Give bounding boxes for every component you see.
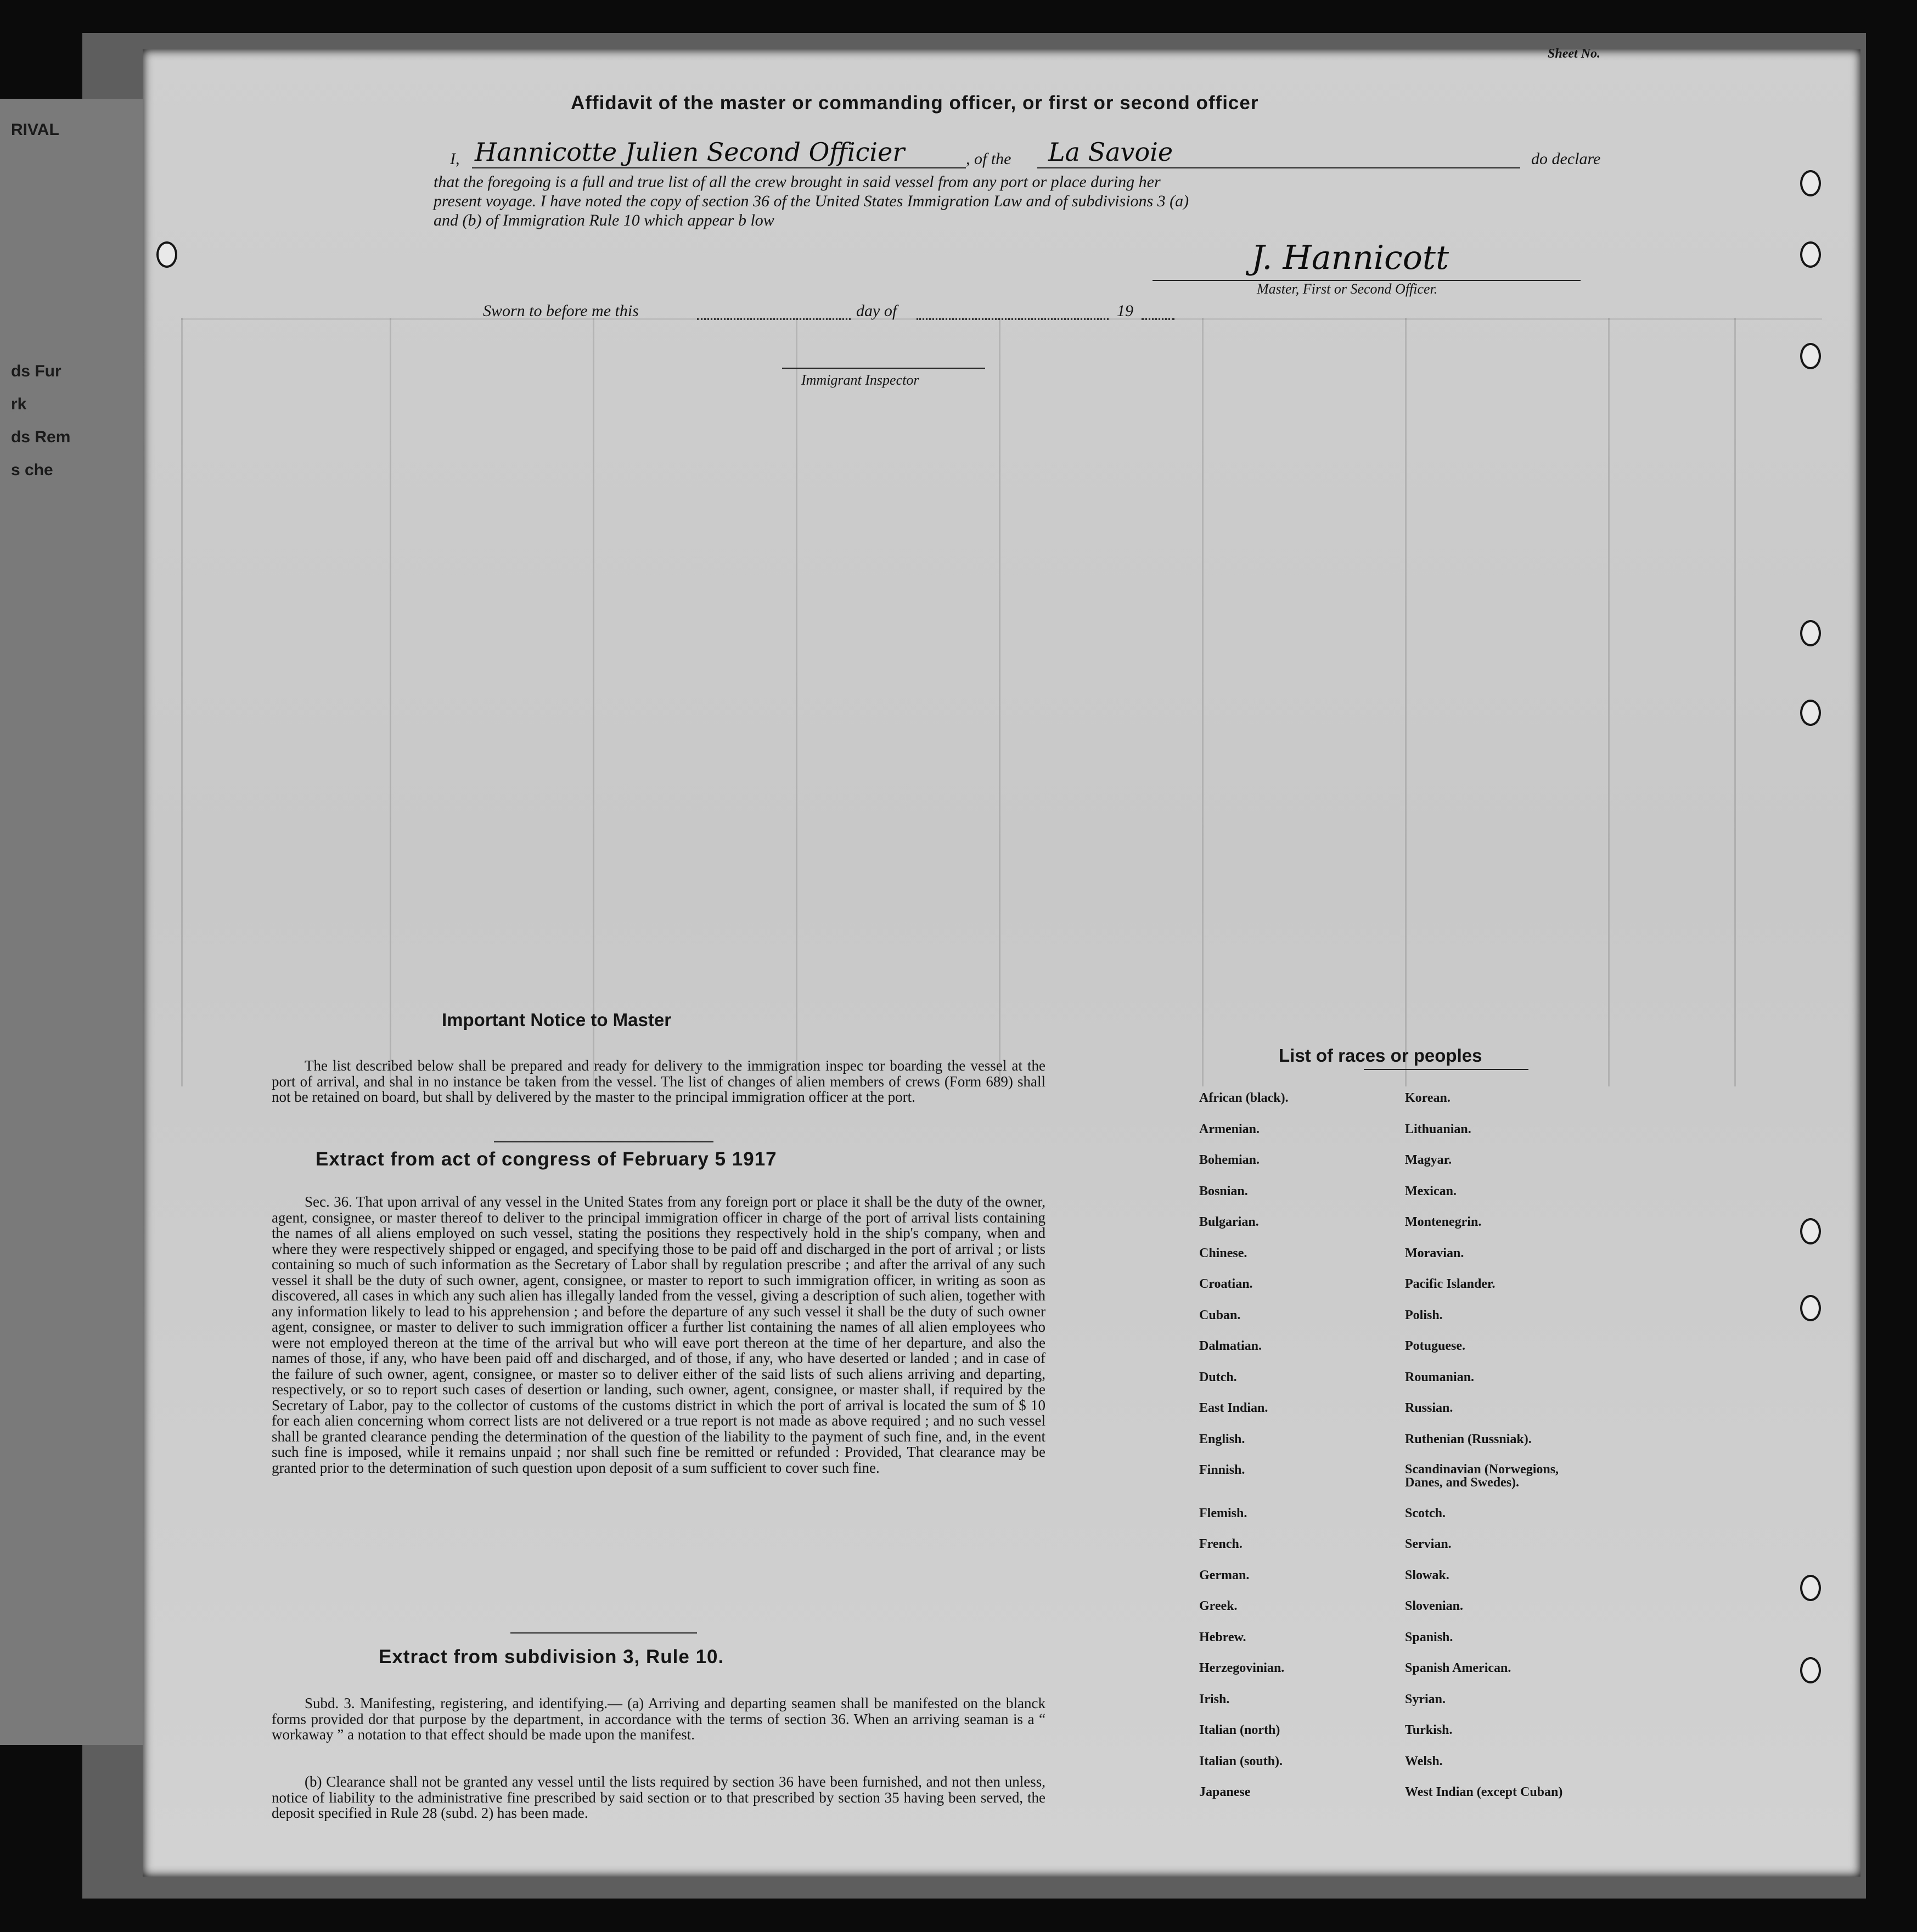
race-item: Pacific Islander. — [1405, 1277, 1496, 1291]
inspector-caption: Immigrant Inspector — [801, 372, 919, 388]
race-item: Syrian. — [1405, 1692, 1446, 1706]
extract-act-title: Extract from act of congress of February 5 1917 — [316, 1148, 777, 1170]
race-item: Moravian. — [1405, 1246, 1464, 1260]
race-item: Servian. — [1405, 1537, 1452, 1551]
race-item: Dutch. — [1199, 1370, 1237, 1384]
affidavit-title: Affidavit of the master or commanding officer, or first or second officer — [571, 92, 1259, 114]
manifest-page — [143, 49, 1860, 1877]
race-item: Magyar. — [1405, 1153, 1452, 1167]
bleed-grid-line — [390, 318, 391, 1086]
punch-hole — [1800, 1575, 1821, 1601]
race-item: Hebrew. — [1199, 1630, 1246, 1644]
race-item: Japanese — [1199, 1785, 1251, 1799]
bleed-grid-line — [593, 318, 594, 1086]
affidavit-body-line3: and (b) of Immigration Rule 10 which appear b low — [434, 211, 774, 229]
margin-fragment: ds Rem — [11, 428, 71, 446]
officer-name-handwritten: Hannicotte Julien Second Officier — [475, 137, 905, 167]
day-of-label: day of — [856, 302, 897, 320]
extract-rule-text-b: (b) Clearance shall not be granted any vessel until the lists required by section 36 have been furnished, and not then unless, notice of liability to the administrative fine prescribed by said section or to that prescribed by section 35 having been served, the deposit specified in Rule 28 (subd. 2) has been made. — [272, 1773, 1045, 1821]
race-item: Croatian. — [1199, 1277, 1253, 1291]
inspector-line — [782, 368, 985, 369]
race-item: Bulgarian. — [1199, 1215, 1259, 1229]
extract-rule-title: Extract from subdivision 3, Rule 10. — [379, 1646, 724, 1668]
signature-handwritten: J. Hannicott — [1251, 239, 1449, 277]
race-item: Roumanian. — [1405, 1370, 1475, 1384]
punch-hole — [1800, 1657, 1821, 1683]
separator-rule — [510, 1632, 697, 1634]
extract-rule-text-a: Subd. 3. Manifesting, registering, and identifying.— (a) Arriving and departing seamen shall be manifested on the blanck forms provided dor that purpose by the department, in accordance with the terms of section 36. When an arriving seaman is a “ workaway ” a notation to that effect should be made upon the manifest. — [272, 1695, 1045, 1743]
notice-text: The list described below shall be prepared and ready for delivery to the immigration inspec tor boarding the vessel at the port of arrival, and shal in no instance be taken from the vessel. The list of changes of alien members of crews (Form 689) shall not be retained on board, but shall by delivered by the master to the principal immigration officer at the port. — [272, 1057, 1045, 1105]
race-item: Polish. — [1405, 1308, 1443, 1322]
race-item: Slovenian. — [1405, 1599, 1464, 1613]
punch-hole — [1800, 620, 1821, 646]
punch-hole — [1800, 343, 1821, 369]
race-item: Bohemian. — [1199, 1153, 1260, 1167]
underlying-page-fragment — [0, 99, 165, 1745]
race-item: Scotch. — [1405, 1506, 1446, 1520]
sworn-label: Sworn to before me this — [483, 302, 639, 320]
race-item: Bosnian. — [1199, 1184, 1248, 1198]
race-item: English. — [1199, 1432, 1245, 1446]
race-item: Finnish. — [1199, 1463, 1245, 1477]
race-item: French. — [1199, 1537, 1243, 1551]
do-declare-label: do declare — [1531, 150, 1601, 168]
bleed-grid-line — [999, 318, 1000, 1086]
race-item: Italian (south). — [1199, 1754, 1283, 1768]
punch-hole — [1800, 1218, 1821, 1244]
race-item: Korean. — [1405, 1091, 1451, 1105]
races-title: List of races or peoples — [1279, 1045, 1482, 1066]
punch-hole — [1800, 241, 1821, 268]
bleed-grid-line — [181, 318, 183, 1086]
race-item: Spanish. — [1405, 1630, 1453, 1644]
of-the-label: , of the — [966, 150, 1011, 168]
race-item: German. — [1199, 1568, 1250, 1582]
sworn-month-line — [917, 318, 1109, 320]
bleed-grid-line — [1734, 318, 1736, 1086]
race-item: Russian. — [1405, 1401, 1453, 1415]
sheet-number-label: Sheet No. — [1548, 47, 1600, 61]
bleed-grid-line — [1405, 318, 1407, 1086]
races-title-underline — [1364, 1069, 1528, 1070]
race-item: Turkish. — [1405, 1723, 1453, 1737]
race-item: Herzegovinian. — [1199, 1661, 1285, 1675]
race-item: African (black). — [1199, 1091, 1289, 1105]
race-item: Cuban. — [1199, 1308, 1241, 1322]
signature-caption: Master, First or Second Officer. — [1257, 281, 1438, 297]
race-item: Flemish. — [1199, 1506, 1247, 1520]
affidavit-body-line2: present voyage. I have noted the copy of section 36 of the United States Immigration Law and of subdivisions 3 (a) — [434, 192, 1189, 210]
affidavit-i-label: I, — [450, 150, 460, 168]
name-line — [472, 167, 966, 168]
margin-fragment: rk — [11, 395, 27, 413]
punch-hole — [1800, 700, 1821, 726]
race-item: Spanish American. — [1405, 1661, 1511, 1675]
race-item: Greek. — [1199, 1599, 1238, 1613]
punch-hole — [1800, 1295, 1821, 1321]
margin-fragment: s che — [11, 461, 53, 479]
race-item: Scandinavian (Norwegions, Danes, and Swedes). — [1405, 1462, 1559, 1490]
margin-fragment: RIVAL — [11, 121, 59, 139]
bleed-grid-line — [1202, 318, 1204, 1086]
vessel-line — [1037, 167, 1520, 168]
race-item: Chinese. — [1199, 1246, 1247, 1260]
sworn-year-line — [1142, 318, 1174, 320]
race-item: Slowak. — [1405, 1568, 1449, 1582]
race-item: East Indian. — [1199, 1401, 1268, 1415]
race-item: Irish. — [1199, 1692, 1230, 1706]
separator-rule — [494, 1141, 713, 1142]
affidavit-body-line1: that the foregoing is a full and true list of all the crew brought in said vessel from any port or place during her — [434, 173, 1161, 191]
race-item: West Indian (except Cuban) — [1405, 1785, 1563, 1799]
race-item: Welsh. — [1405, 1754, 1443, 1768]
race-item: Mexican. — [1405, 1184, 1457, 1198]
race-item: Ruthenian (Russniak). — [1405, 1432, 1532, 1446]
race-item: Italian (north) — [1199, 1723, 1280, 1737]
race-item: Potuguese. — [1405, 1339, 1465, 1353]
race-item: Armenian. — [1199, 1122, 1260, 1136]
bleed-grid-line — [1608, 318, 1610, 1086]
race-item: Montenegrin. — [1405, 1215, 1482, 1229]
punch-hole — [1800, 170, 1821, 196]
sworn-day-line — [697, 318, 851, 320]
bleed-grid-line — [796, 318, 797, 1086]
notice-title: Important Notice to Master — [442, 1010, 672, 1030]
punch-hole — [156, 241, 177, 268]
extract-act-text: Sec. 36. That upon arrival of any vessel in the United States from any foreign port or place it shall be the duty of the owner, agent, consignee, or master thereof to deliver to the principal immigration officer in charge of the port of arrival lists containing the names of all aliens employed on such vessel, stating the positions they respectively hold in the ship's company, when and where they were respectively shipped or engaged, and specifying those to be paid off and discharged in the port of arrival ; or lists containing so much of such information as the Secretary of Labor shall by regulation prescribe ; and after the arrival of any such vessel it shall be the duty of such owner, agent, consignee, or master to report to such immigration officer, in writing as soon as discovered, all cases in which any such alien has illegally landed from the vessel, giving a description of such alien, together with any information likely to lead to his apprehension ; and before the departure of any such vessel it shall be the duty of such owner agent, consignee, or master to deliver to such immigration officer a further list containing the names of all alien employees who were not employed thereon at the time of the arrival but who will eave port thereon at the time of her departure, and also the names of those, if any, who have been paid off and discharged, and of those, if any, who have deserted or landed ; and in case of the failure of such owner, agent, consignee, or master so to deliver either of the said lists of such aliens arriving and departing, respectively, or so to report such cases of desertion or landing, such owner, agent, consignee, or master shall, if required by the Secretary of Labor, pay to the collector of customs of the customs district in which the port of arrival is located the sum of $ 10 for each alien concerning whom correct lists are not delivered or a true report is not made as above required ; and no such vessel shall be granted clearance pending the determination of the question of the liability to the payment of such fine, and, in the event such fine is imposed, while it remains unpaid ; nor shall such fine be remitted or refunded : Provided, That clearance may be granted prior to the determination of such question upon deposit of a sum sufficient to cover such fine. — [272, 1193, 1045, 1476]
margin-fragment: ds Fur — [11, 362, 61, 380]
year-prefix: 19 — [1117, 302, 1133, 320]
race-item: Dalmatian. — [1199, 1339, 1262, 1353]
race-item: Lithuanian. — [1405, 1122, 1471, 1136]
vessel-name-handwritten: La Savoie — [1048, 137, 1173, 167]
